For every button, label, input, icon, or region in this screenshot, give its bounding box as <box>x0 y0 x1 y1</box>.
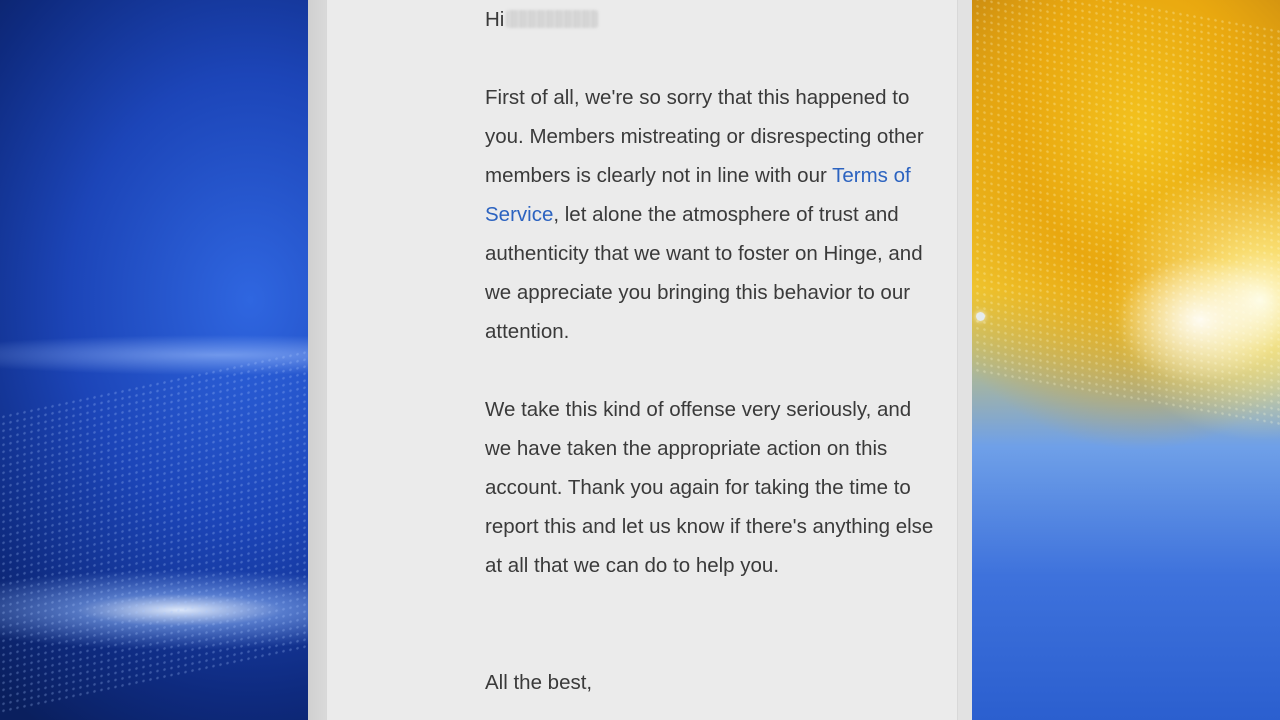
paragraph-action-taken: We take this kind of offense very seriously, and we have taken the appropriate action on this account. Thank you again for taking the time to report this and let us know if there's anything else at all that we can do to help you. <box>485 398 934 577</box>
signoff: All the best, <box>485 671 593 694</box>
backdrop-light-flare <box>1110 250 1280 390</box>
paragraph-apology-text: First of all, we're so sorry that this happened to you. Members mistreating or disrespecting other members is clearly not in line with our <box>485 86 924 187</box>
greeting-text: Hi <box>485 8 505 31</box>
terms-of-service-link[interactable]: Terms of Service <box>485 164 911 226</box>
paragraph-apology <box>485 78 935 351</box>
greeting-line <box>485 0 598 39</box>
paragraph-apology-text-continued: , let alone the atmosphere of trust and authenticity that we want to foster on Hinge, and we appreciate you bringing this behavior to our attention. <box>485 203 923 343</box>
backdrop-light-dot <box>976 312 985 321</box>
backdrop-blue-left <box>0 0 320 720</box>
redacted-name <box>506 10 598 28</box>
backdrop-yellow-right <box>960 0 1280 720</box>
backdrop-dot-pattern <box>0 346 320 714</box>
